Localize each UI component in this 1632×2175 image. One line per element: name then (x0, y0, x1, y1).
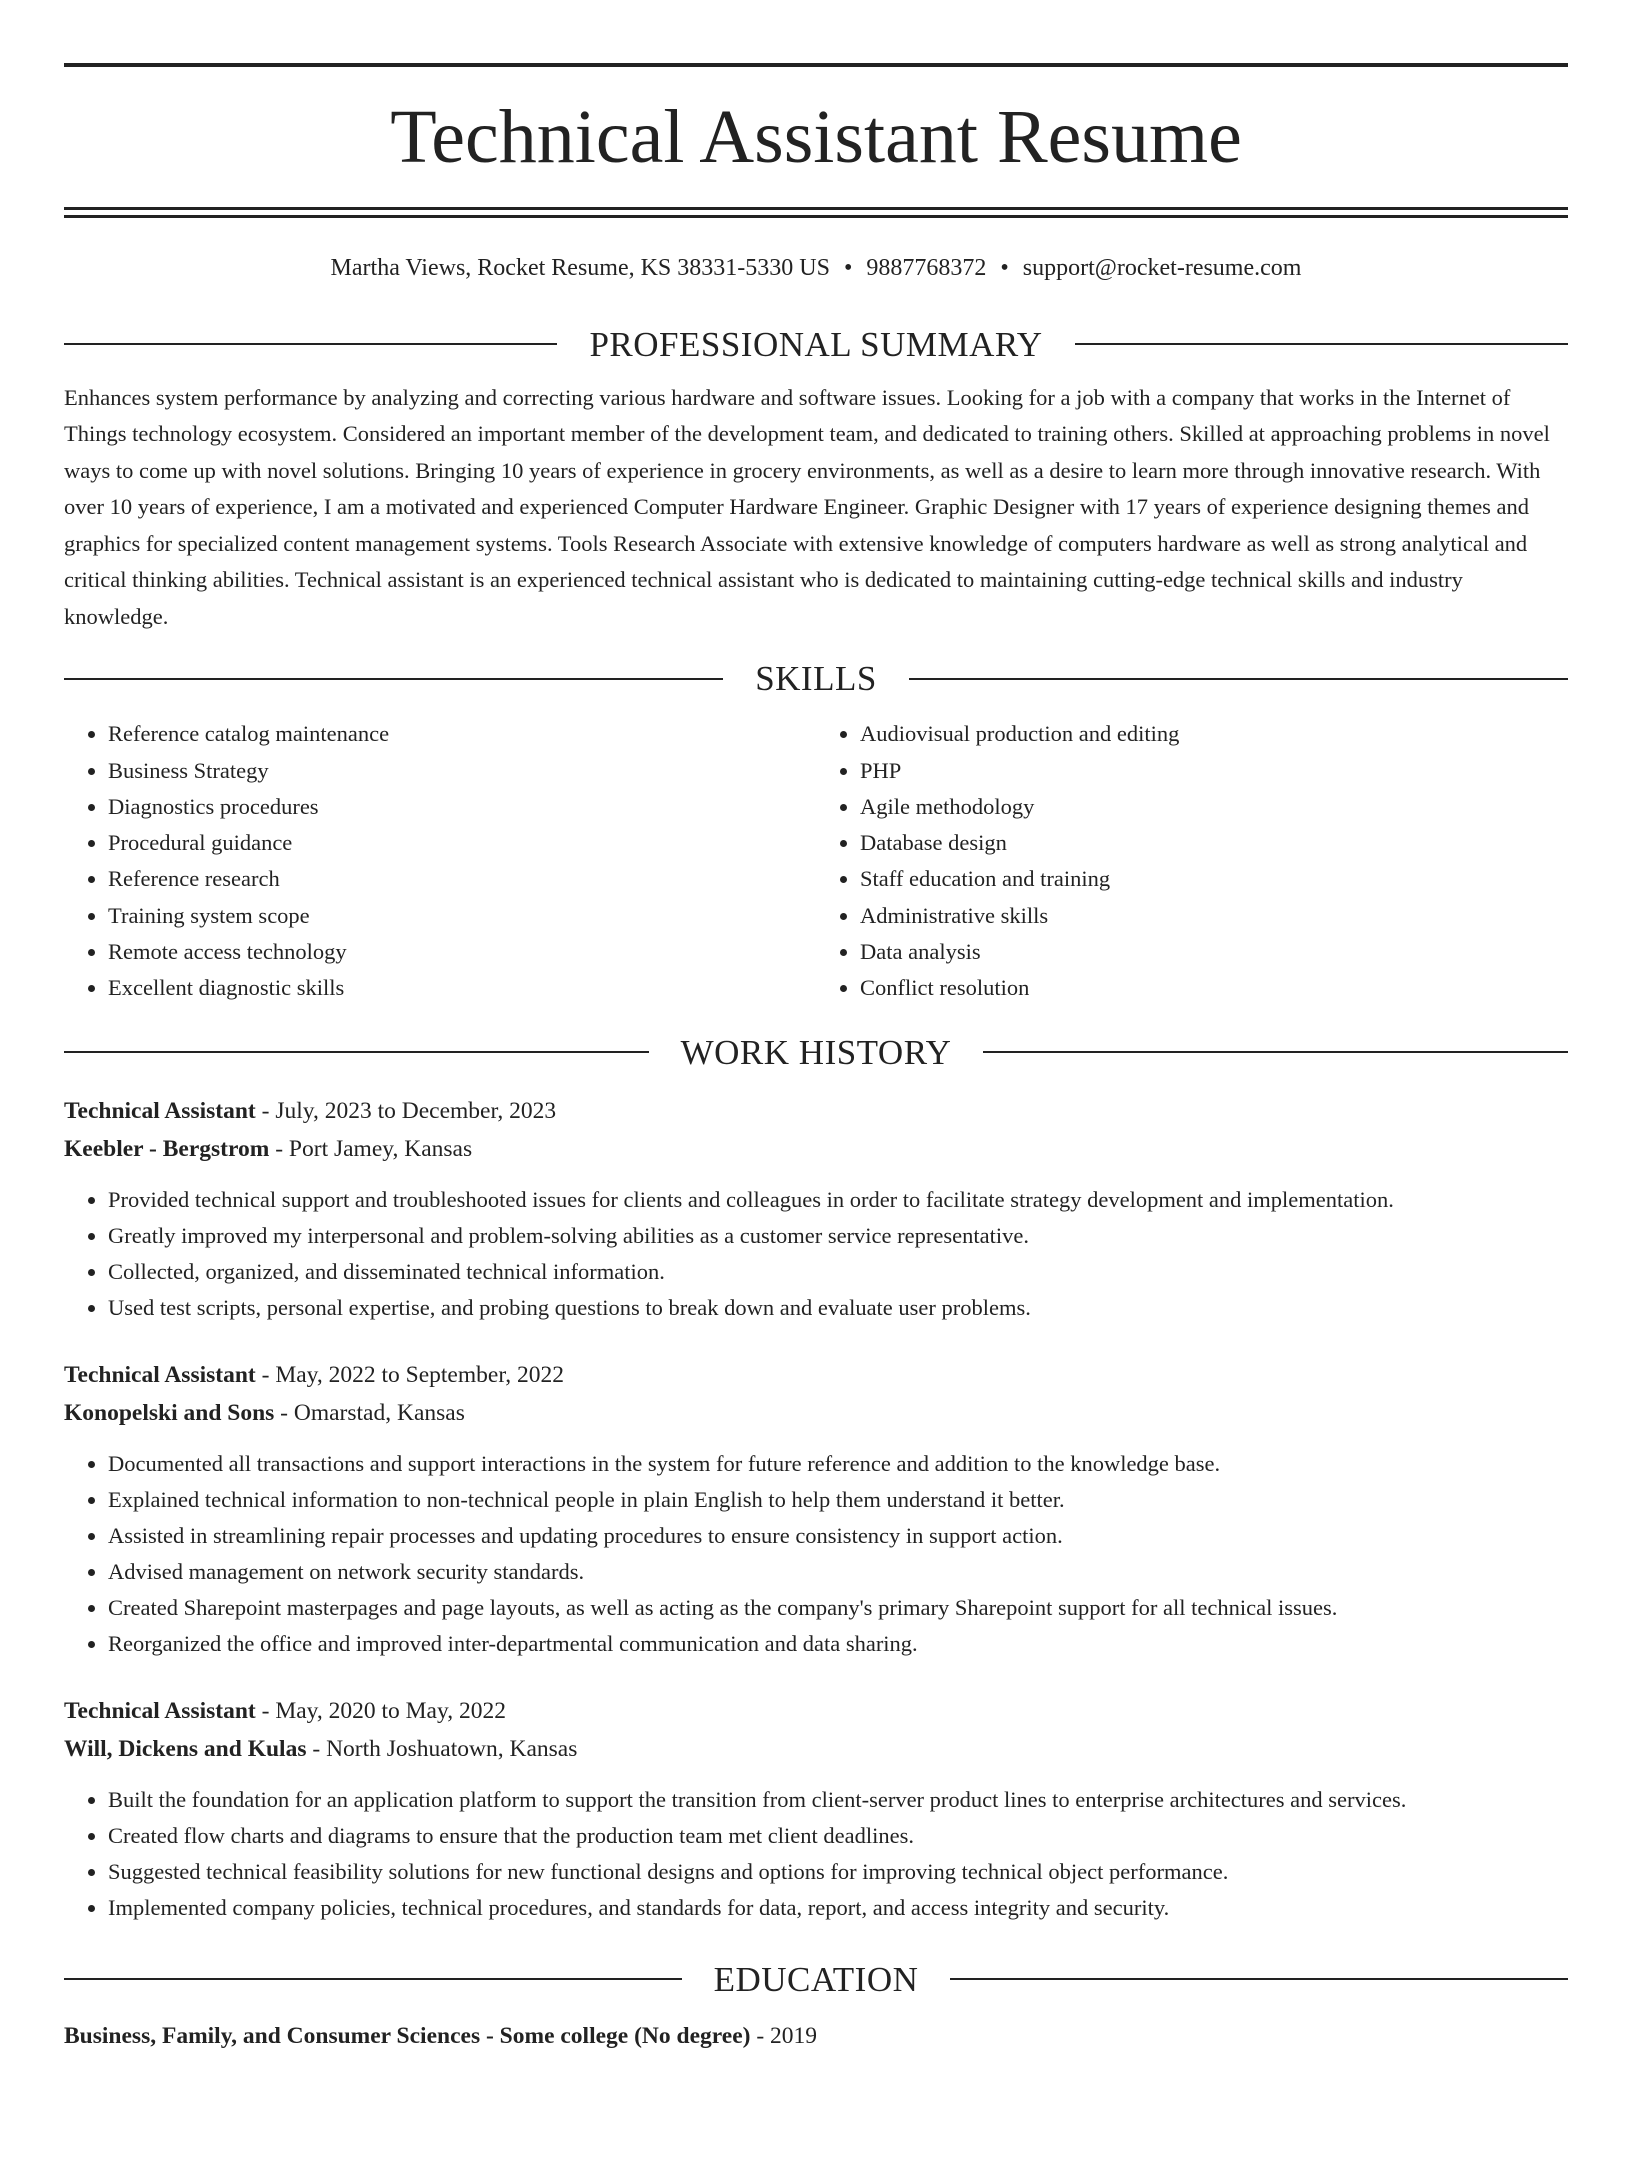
job-dash: - (274, 1399, 294, 1426)
job-title-line (64, 1092, 1568, 1130)
section-header-summary (64, 324, 1568, 364)
section-rule (950, 1978, 1568, 1980)
skill-item: • PHP (860, 753, 1568, 789)
job-company-line (64, 1730, 1568, 1768)
job-bullet: • Used test scripts, personal expertise, and probing questions to break down and evaluate user problems. (108, 1290, 1568, 1326)
skill-item: • Database design (860, 825, 1568, 861)
job-bullet: • Assisted in streamlining repair processes and updating procedures to ensure consistency in support action. (108, 1518, 1568, 1554)
job-entry (64, 1692, 1568, 1926)
job-bullets (64, 1182, 1568, 1326)
skills-list-left (64, 716, 816, 1006)
job-company-line (64, 1130, 1568, 1168)
job-company: Keebler - Bergstrom (64, 1135, 270, 1162)
job-bullet: • Implemented company policies, technical procedures, and standards for data, report, and access integrity and security. (108, 1890, 1568, 1926)
job-company: Konopelski and Sons (64, 1399, 275, 1426)
skill-item: • Reference research (108, 861, 816, 897)
job-location: Omarstad, Kansas (293, 1399, 465, 1426)
skills-columns (64, 716, 1568, 1006)
skill-item: • Agile methodology (860, 789, 1568, 825)
job-dash: - (269, 1135, 289, 1162)
skill-item: • Business Strategy (108, 753, 816, 789)
education-entry (64, 2017, 1568, 2055)
job-title: Technical Assistant (64, 1097, 256, 1124)
job-bullet: • Suggested technical feasibility solutions for new functional designs and options for improving technical object performance. (108, 1854, 1568, 1890)
job-dash: - (306, 1735, 327, 1762)
education-degree: Business, Family, and Consumer Sciences - Some college (No degree) (64, 2022, 751, 2049)
skill-item: • Staff education and training (860, 861, 1568, 897)
job-title: Technical Assistant (64, 1697, 256, 1724)
job-title-line (64, 1692, 1568, 1730)
section-title-education: EDUCATION (713, 1959, 919, 1999)
section-title-skills: SKILLS (755, 659, 877, 699)
job-bullet: • Collected, organized, and disseminated technical information. (108, 1254, 1568, 1290)
job-location: Port Jamey, Kansas (288, 1135, 473, 1162)
education-year: 2019 (770, 2022, 818, 2049)
title-double-divider (64, 207, 1568, 218)
section-rule (64, 343, 557, 345)
skill-item: • Procedural guidance (108, 825, 816, 861)
job-bullet: • Reorganized the office and improved inter-departmental communication and data sharing. (108, 1626, 1568, 1662)
job-bullet: • Documented all transactions and support interactions in the system for future reference and addition to the knowledge base. (108, 1446, 1568, 1482)
section-header-work (64, 1032, 1568, 1072)
job-dash: - (255, 1361, 276, 1388)
section-rule (64, 1978, 682, 1980)
skills-list-right (816, 716, 1568, 1006)
job-dash: - (255, 1097, 276, 1124)
section-rule (64, 1051, 649, 1053)
contact-email: support@rocket-resume.com (1022, 255, 1302, 281)
job-dates: May, 2022 to September, 2022 (275, 1361, 564, 1388)
summary-paragraph: Enhances system performance by analyzing and correcting various hardware and software issues. Looking for a job with a company that works in the Internet of Things technology ecosystem. Considered an important member of the development team, and dedicated to training others. Skilled at approaching problems in novel ways to come up with novel solutions. Bringing 10 years of experience in grocery environments, as well as a desire to learn more through innovative research. With over 10 years of experience, I am a motivated and experienced Computer Hardware Engineer. Graphic Designer with 17 years of experience designing themes and graphics for specialized content management systems. Tools Research Associate with extensive knowledge of computers hardware as well as strong analytical and critical thinking abilities. Technical assistant is an experienced technical assistant who is dedicated to maintaining cutting-edge technical skills and industry knowledge. (64, 384, 1550, 629)
contact-phone: 9887768372 (866, 255, 987, 281)
job-location: North Joshuatown, Kansas (326, 1735, 578, 1762)
job-dash: - (255, 1697, 276, 1724)
contact-separator: • (843, 255, 853, 281)
skill-item: • Audiovisual production and editing (860, 716, 1568, 752)
job-company: Will, Dickens and Kulas (64, 1735, 307, 1762)
skill-item: • Data analysis (860, 934, 1568, 970)
job-bullet: • Created Sharepoint masterpages and page layouts, as well as acting as the company's primary Sharepoint support for all technical issues. (108, 1590, 1568, 1626)
skill-item: • Administrative skills (860, 898, 1568, 934)
job-dates: May, 2020 to May, 2022 (275, 1697, 506, 1724)
work-history-list (64, 1092, 1568, 1926)
contact-separator: • (1000, 255, 1009, 281)
section-title-summary: PROFESSIONAL SUMMARY (589, 324, 1043, 364)
page-title: Technical Assistant Resume (390, 95, 1242, 179)
education-dash: - (750, 2022, 771, 2049)
contact-line (64, 254, 1568, 283)
job-bullet: • Greatly improved my interpersonal and problem-solving abilities as a customer service representative. (108, 1218, 1568, 1254)
job-entry (64, 1092, 1568, 1326)
top-divider (64, 63, 1568, 67)
skill-item: • Excellent diagnostic skills (108, 970, 816, 1006)
section-rule (64, 678, 723, 680)
section-header-skills (64, 659, 1568, 699)
section-title-work: WORK HISTORY (680, 1032, 952, 1072)
section-rule (909, 678, 1568, 680)
job-title-line (64, 1356, 1568, 1394)
job-bullet: • Provided technical support and troubleshooted issues for clients and colleagues in order to facilitate strategy development and implementation. (108, 1182, 1568, 1218)
section-rule (983, 1051, 1568, 1053)
skill-item: • Conflict resolution (860, 970, 1568, 1006)
job-dates: July, 2023 to December, 2023 (275, 1097, 557, 1124)
job-bullet: • Created flow charts and diagrams to ensure that the production team met client deadlines. (108, 1818, 1568, 1854)
section-header-education (64, 1959, 1568, 1999)
job-bullets (64, 1782, 1568, 1926)
resume-page (0, 63, 1632, 2175)
job-bullets (64, 1446, 1568, 1662)
skill-item: • Remote access technology (108, 934, 816, 970)
skill-item: • Reference catalog maintenance (108, 716, 816, 752)
job-entry (64, 1356, 1568, 1662)
job-title: Technical Assistant (64, 1361, 256, 1388)
skill-item: • Training system scope (108, 898, 816, 934)
job-bullet: • Built the foundation for an application platform to support the transition from client-server product lines to enterprise architectures and services. (108, 1782, 1568, 1818)
skill-item: • Diagnostics procedures (108, 789, 816, 825)
contact-address: Martha Views, Rocket Resume, KS 38331-5330 US (330, 255, 830, 281)
job-bullet: • Advised management on network security standards. (108, 1554, 1568, 1590)
job-company-line (64, 1394, 1568, 1432)
section-rule (1075, 343, 1568, 345)
job-bullet: • Explained technical information to non-technical people in plain English to help them understand it better. (108, 1482, 1568, 1518)
